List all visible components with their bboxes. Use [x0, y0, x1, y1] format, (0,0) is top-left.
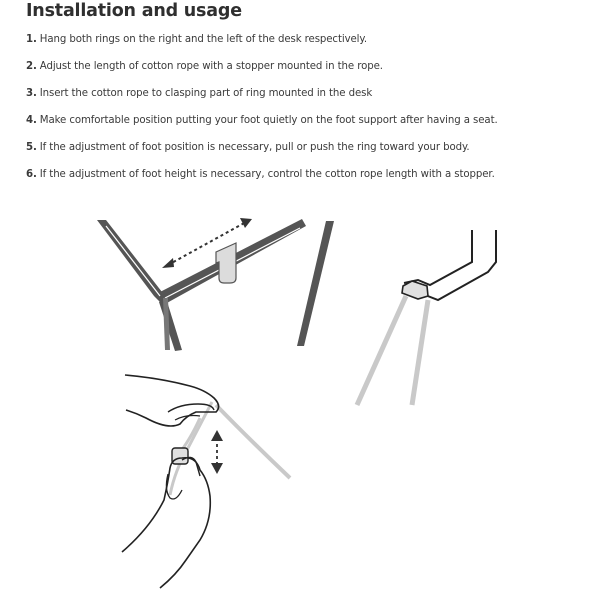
instruction-step-5	[26, 142, 498, 169]
step-text: Make comfortable position putting your foot quietly on the foot support after having a seat.	[39, 115, 498, 126]
step-text: If the adjustment of foot position is necessary, pull or push the ring toward your body.	[39, 142, 470, 153]
page-title: Installation and usage	[26, 1, 242, 21]
step-number: 4.	[26, 115, 37, 126]
instruction-step-4	[26, 115, 498, 142]
instruction-step-2	[26, 61, 498, 88]
instruction-step-3	[26, 88, 498, 115]
step-number: 2.	[26, 61, 37, 72]
step-text: Adjust the length of cotton rope with a stopper mounted in the rope.	[39, 61, 383, 72]
instruction-list	[26, 34, 498, 196]
foot-support-illustration	[357, 230, 496, 405]
step-text: Insert the cotton rope to clasping part of ring mounted in the desk	[39, 88, 373, 99]
instruction-step-6	[26, 169, 498, 196]
step-number: 5.	[26, 142, 37, 153]
illustrations	[0, 200, 600, 600]
step-number: 6.	[26, 169, 37, 180]
hands-stopper-illustration	[122, 375, 290, 588]
step-text: Hang both rings on the right and the left of the desk respectively.	[39, 34, 368, 45]
step-number: 1.	[26, 34, 37, 45]
instruction-step-1	[26, 34, 498, 61]
desk-ring-illustration	[97, 218, 334, 351]
step-number: 3.	[26, 88, 37, 99]
step-text: If the adjustment of foot height is necessary, control the cotton rope length with a stopper.	[39, 169, 495, 180]
